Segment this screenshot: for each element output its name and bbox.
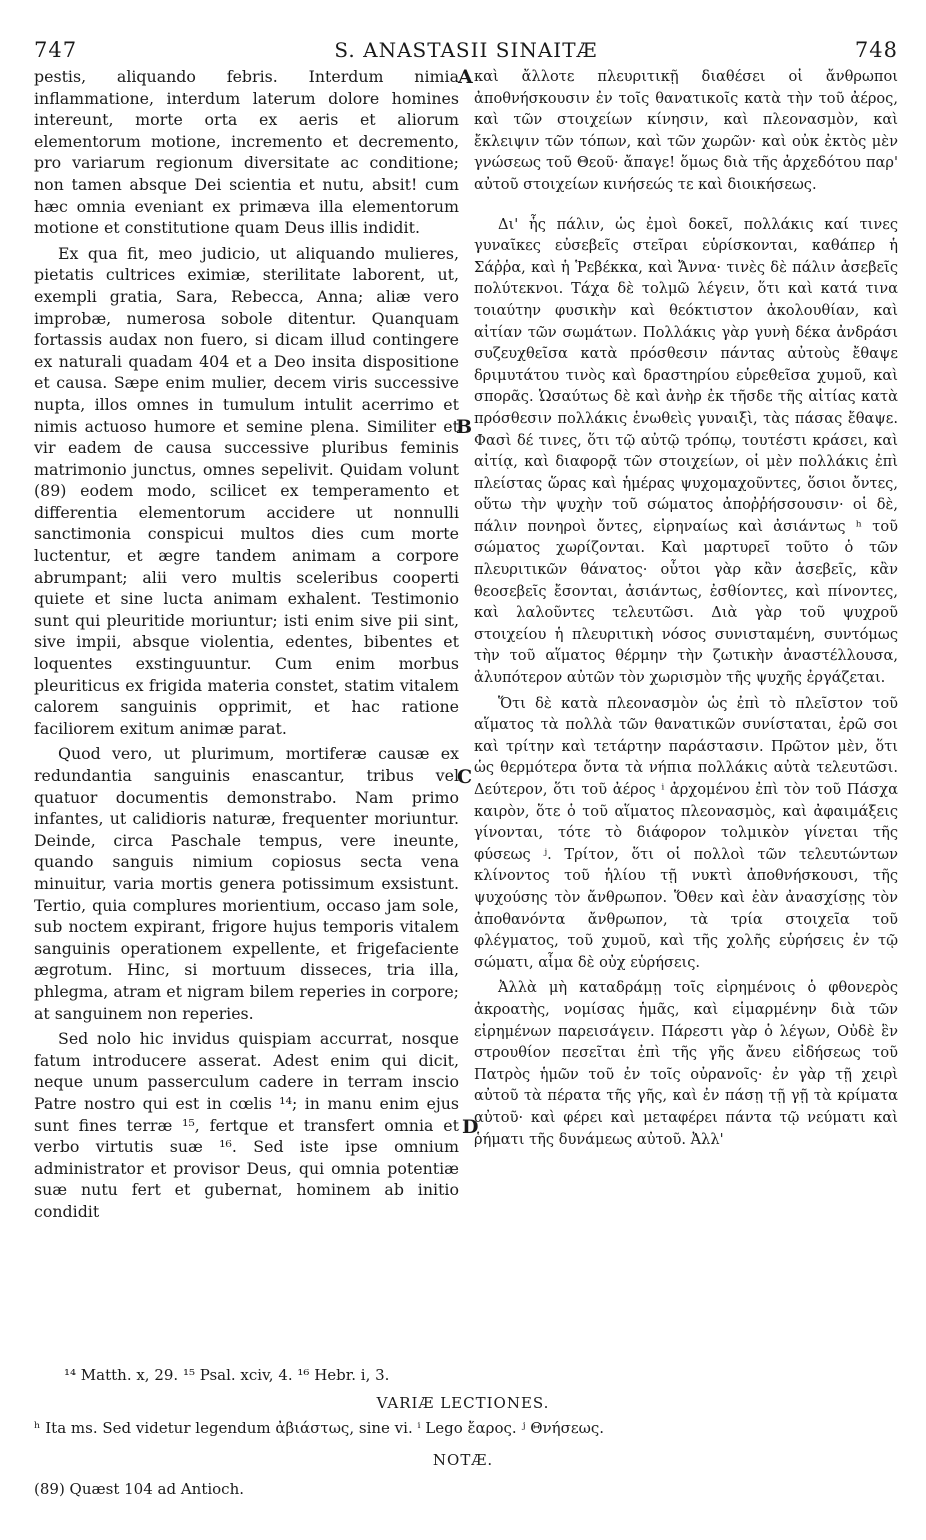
margin-letter-d: D [462, 1116, 479, 1138]
latin-paragraph-4: Sed nolo hic invidus quispiam accurrat, nosque fatum introducere asserat. Adest enim qui dicit, neque unum passerculum cadere in terram inscio Patre nostro qui est in cœlis ¹⁴; in manu enim ejus sunt fines terræ ¹⁵, fertque et transfert omnia et verbo virtutis suæ ¹⁶. Sed iste ipse omnium administrator et provisor Deus, qui omnia potentiæ suæ nutu fert et gubernat, hominem ab initio condidit [34, 1029, 459, 1221]
latin-column [34, 66, 459, 1222]
greek-paragraph-3: Ὅτι δὲ κατὰ πλεονασμὸν ὡς ἐπὶ τὸ πλεῖστον τοῦ αἵματος τὰ πολλὰ τῶν θανατικῶν συνίσταται, ἐρῶ σοι καὶ τρίτην καὶ τετάρτην παράστασιν. Πρῶτον μὲν, ὅτι ὡς θερμότερα ὄντα τὰ νήπια πολλάκις αὐτὰ τελευτῶσι. Δεύτερον, ὅτι τοῦ ἀέρος ⁱ ἀρχομένου ἐπὶ τὸν τοῦ Πάσχα καιρὸν, ὅτε ὁ τοῦ αἵματος πλεονασμὸς, καὶ ἀφαιμάξεις γίνονται, τότε τὸ διάφορον τολμικὸν γίνεται τῆς φύσεως ʲ. Τρίτον, ὅτι οἱ πολλοὶ τῶν τελευτώντων κλίνοντος τοῦ ἡλίου τῇ νυκτὶ ἀποθνήσκουσι, τῆς ψυχούσης τὸν ἄνθρωπον. Ὅθεν καὶ ἐὰν ἀνασχίσῃς τὸν ἀποθανόντα ἄνθρωπον, τὰ τρία στοιχεῖα τοῦ φλέγματος, τοῦ χυμοῦ, καὶ τῆς χολῆς εὑρήσεις ἐν τῷ σώματι, αἷμα δὲ οὐχ εὑρήσεις. [474, 694, 898, 971]
variae-lectiones-heading: VARIÆ LECTIONES. [376, 1394, 550, 1412]
latin-paragraph-2: Ex qua fit, meo judicio, ut aliquando mulieres, pietatis cultrices eximiæ, sterilitate laborent, ut, exempli gratia, Sara, Rebecca, Anna; aliæ vero improbæ, numerosa sobole ditentur. Quanquam fortassis audax non fuero, si dicam illud contingere ex naturali quadam 404 et a Deo insita dispositione et causa. Sæpe enim mulier, decem viris successive nupta, illos omnes in tumulum intulit acerrimo et nimis actuoso humore et semine plena. Similiter et vir eadem de causa successive pluribus feminis matrimonio junctus, omnes sepelivit. Quidam volunt (89) eodem modo, scilicet ex temperamento et differentia elementorum accidere ut nonnulli sanctimonia conspicui multos dies cum morte luctentur, et ægre tandem animam a corpore abrumpant; alii vero multis sceleribus cooperti quiete et sine lucta animam exhalent. Testimonio sunt qui pleuritide moriuntur; isti enim sive pii sint, sive impii, absque violentia, edentes, bibentes et loquentes exstinguuntur. Cum enim morbus pleuriticus ex frigida materia constet, statim vitalem calorem sanguinis opprimit, et hac ratione faciliorem exitum animæ parat. [34, 243, 459, 738]
greek-column [474, 66, 898, 1150]
notae-heading: NOTÆ. [432, 1451, 494, 1469]
page-number-left: 747 [34, 38, 78, 62]
greek-paragraph-2: Δι' ἧς πάλιν, ὡς ἐμοὶ δοκεῖ, πολλάκις καί τινες γυναῖκες εὐσεβεῖς στεῖραι εὑρίσκονται, καθάπερ ἡ Σάῤῥα, καὶ ἡ Ῥεβέκκα, καὶ Ἄννα· τινὲς δὲ πάλιν ἀσεβεῖς πολύτεκνοι. Τάχα δὲ τολμῶ λέγειν, ὅτι καὶ κατά τινα τοιαύτην φυσικὴν καὶ θεόκτιστον ἀκολουθίαν, καὶ αἰτίαν τῶν σωμάτων. Πολλάκις γὰρ γυνὴ δέκα ἀνδράσι συζευχθεῖσα κατὰ πρόσθεσιν πάντας αὐτοὺς ἔθαψε δριμυτάτου τινὸς καὶ δραστηρίου εὑρεθεῖσα χυμοῦ, καὶ σπορᾶς. Ὡσαύτως δὲ καὶ ἀνὴρ ἐκ τῆσδε τῆς αἰτίας κατὰ πρόσθεσιν πολλάκις ἑνωθεὶς γυναιξὶ, τὰς πάσας ἔθαψε. Φασὶ δέ τινες, ὅτι τῷ αὐτῷ τρόπῳ, τουτέστι κράσει, καὶ αἰτίᾳ, καὶ διαφορᾷ τῶν στοιχείων, οἱ μὲν πολλάκις ἐπὶ πλείστας ὥρας καὶ ἡμέρας ψυχομαχοῦντες, ὅσιοι ὄντες, οὕτω τὴν ψυχὴν τοῦ σώματος ἀποῤῥήσσουσιν· οἱ δὲ, πάλιν πονηροὶ ὄντες, εἰρηναίως καὶ ἀσιάντως ʰ τοῦ σώματος χωρίζονται. Καὶ μαρτυρεῖ τοῦτο ὁ τῶν πλευριτικῶν θάνατος· οὗτοι γὰρ κἂν ἀσεβεῖς, κἂν θεοσεβεῖς ἔσονται, ἀσιάντως, ἐσθίοντες, καὶ πίνοντες, καὶ λαλοῦντες τελευτῶσι. Διὰ γὰρ τοῦ ψυχροῦ στοιχείου ἡ πλευριτικὴ νόσος συνισταμένη, συντόμως τὴν τοῦ αἵματος θέρμην τὴν ζωτικὴν ἀναστέλλουσα, ἀλυπότερον αὐτῶν τὸν χωρισμὸν τῆς ψυχῆς ἐργάζεται. [474, 215, 898, 687]
margin-letter-a: A [458, 66, 473, 88]
margin-letter-c: C [457, 766, 473, 788]
variae-lectiones-text: ʰ Ita ms. Sed videtur legendum ἀβιάστως, sine vi. ⁱ Lego ἔαρος. ʲ Θνήσεως. [34, 1419, 605, 1437]
greek-paragraph-4: Ἀλλὰ μὴ καταδράμῃ τοῖς εἰρημένοις ὁ φθονερὸς ἀκροατὴς, νομίσας ἡμᾶς, καὶ εἱμαρμένην διὰ τῶν εἰρημένων παρεισάγειν. Πάρεστι γὰρ ὁ λέγων, Οὐδὲ ἓν στρουθίον πεσεῖται ἐπὶ τῆς γῆς ἄνευ εἰδήσεως τοῦ Πατρὸς ἡμῶν τοῦ ἐν τοῖς οὐρανοῖς· ἐν γὰρ τῇ χειρὶ αὐτοῦ τὰ πέρατα τῆς γῆς, καὶ ἐν πάσῃ τῇ γῇ τὰ κρίματα αὐτοῦ· καὶ φέρει καὶ μεταφέρει πάντα τῷ νεύματι καὶ ῥήματι τῆς δυνάμεως αὐτοῦ. Ἀλλ' [474, 979, 898, 1148]
page-header [34, 38, 898, 64]
page-number-right: 748 [854, 38, 898, 62]
latin-paragraph-1: pestis, aliquando febris. Interdum nimia inflammatione, interdum laterum dolore homines intereunt, morte orta ex aeris et aliorum elementorum motione, incremento et decremento, pro variarum regionum diversitate ac conditione; non tamen absque Dei scientia et nutu, absit! cum hæc omnia eveniant ex primæva illa elementorum motione et constitutione quam Deus illis indidit. [34, 67, 459, 238]
note-89: (89) Quæst 104 ad Antioch. [34, 1480, 244, 1498]
greek-paragraph-1: καὶ ἄλλοτε πλευριτικῇ διαθέσει οἱ ἄνθρωποι ἀποθνήσκουσιν ἐν τοῖς θανατικοῖς κατὰ τὴν τοῦ ἀέρος, καὶ τῶν στοιχείων κίνησιν, καὶ πλεονασμὸν, καὶ ἔκλειψιν τῶν τόπων, καὶ τῶν χωρῶν· καὶ οὐκ ἐκτὸς μὲν γνώσεως τοῦ Θεοῦ· ἄπαγε! ὅμως διὰ τῆς ἀρχεδότου παρ' αὐτοῦ στοιχείων κινήσεώς τε καὶ διοικήσεως. [474, 68, 898, 193]
scripture-references: ¹⁴ Matth. x, 29. ¹⁵ Psal. xciv, 4. ¹⁶ Hebr. i, 3. [64, 1366, 390, 1384]
margin-letter-b: B [456, 416, 473, 438]
latin-paragraph-3: Quod vero, ut plurimum, mortiferæ causæ ex redundantia sanguinis enascantur, tribus vel quatuor documentis demonstrabo. Nam primo infantes, ut calidioris naturæ, frequenter moriuntur. Deinde, circa Paschale tempus, vere ineunte, quando sanguis nimium copiosus secta vena minuitur, varia mortis genera potissimum exsistunt. Tertio, quia complures morientium, occaso jam sole, sub noctem expirant, frigore hujus temporis vitalem sanguinis operationem expellente, et frigefaciente ægrotum. Hinc, si mortuum disseces, tria illa, phlegma, atram et nigram bilem reperies in corpore; at sanguinem non reperies. [34, 744, 459, 1023]
running-title: S. ANASTASII SINAITÆ [334, 38, 598, 62]
